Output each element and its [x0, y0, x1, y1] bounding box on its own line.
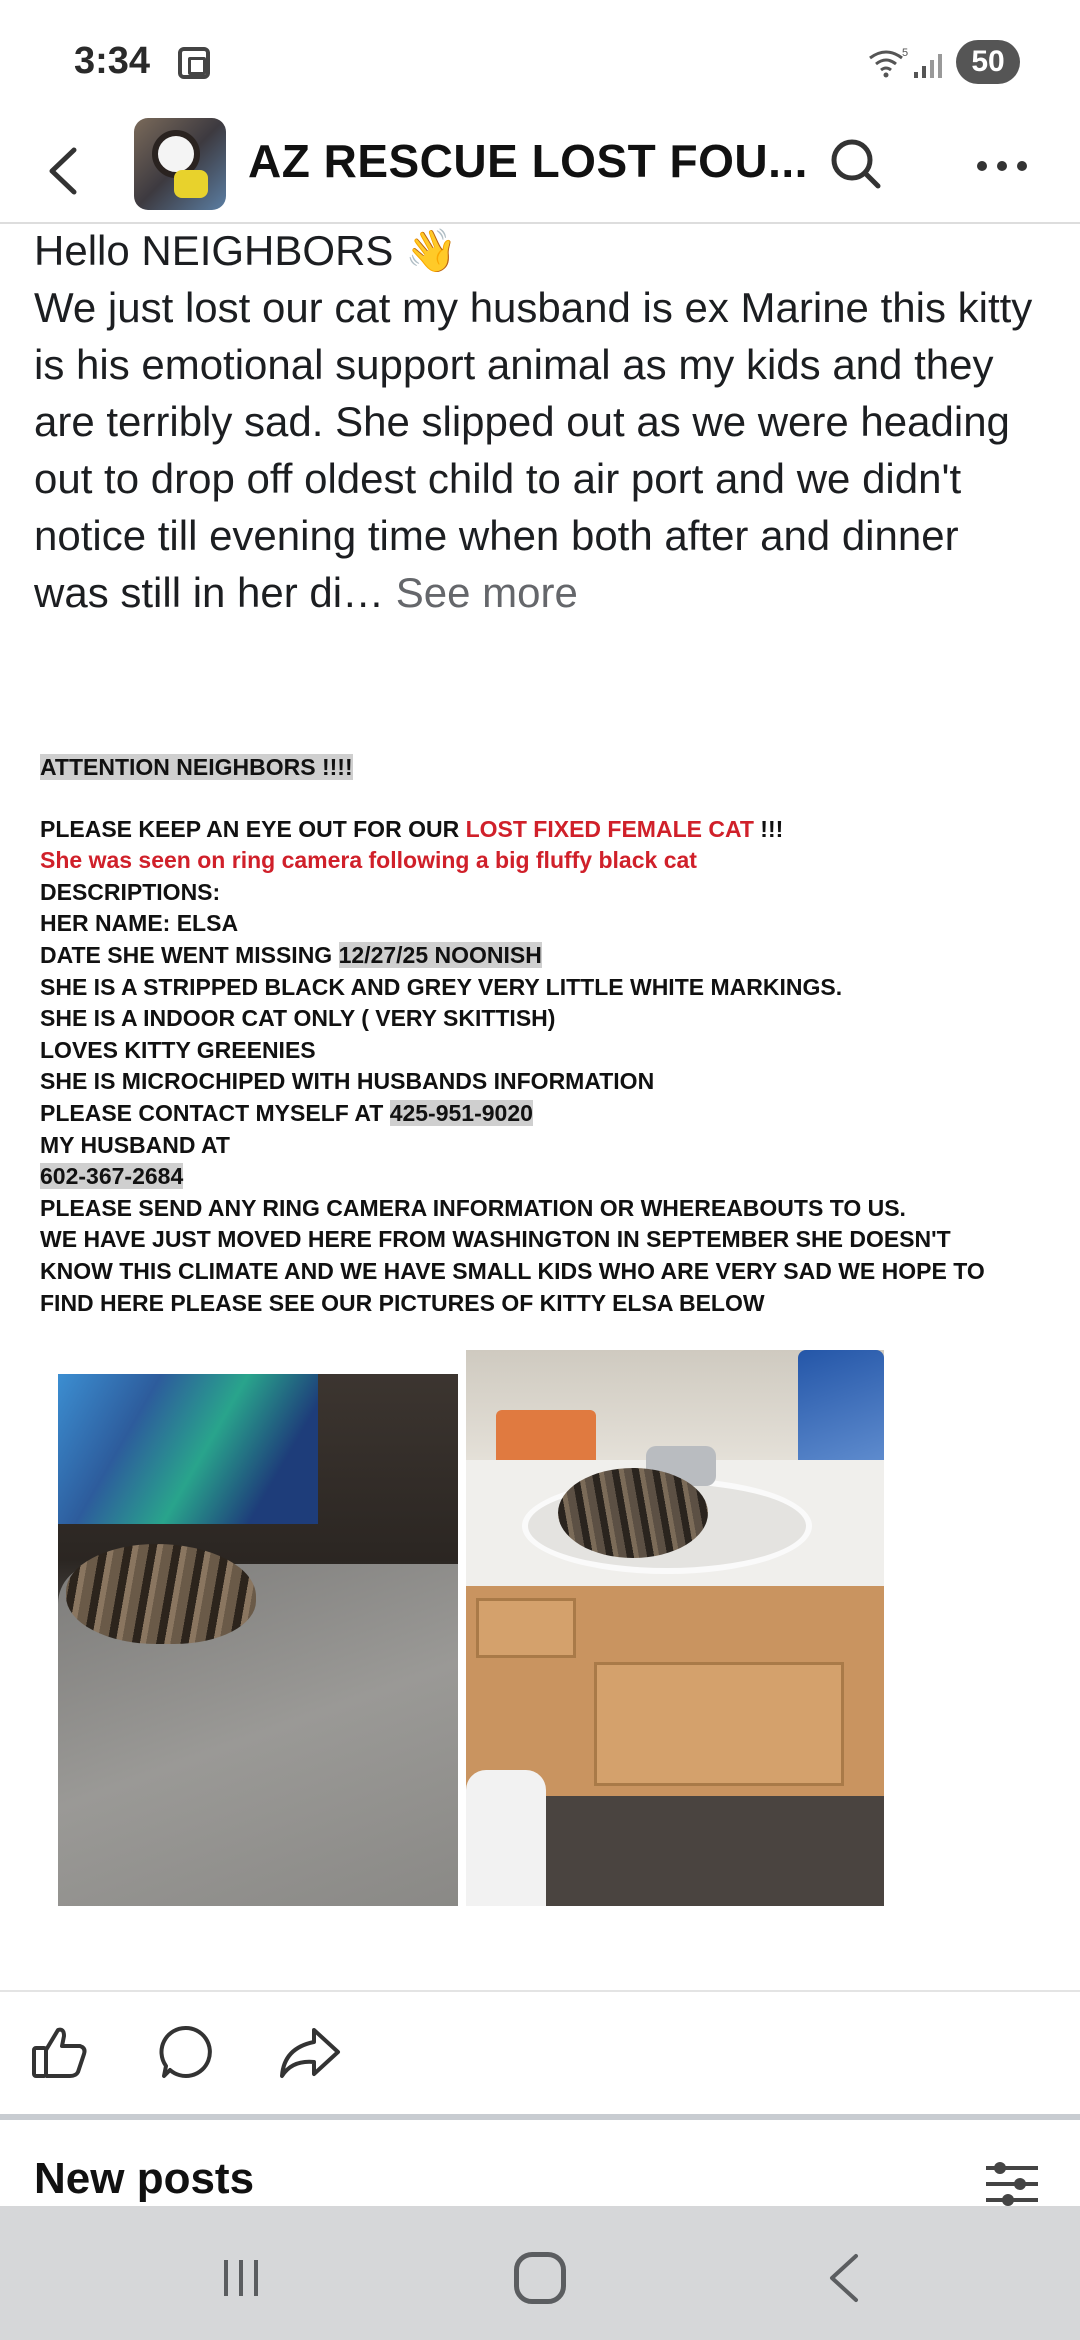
- see-more-link[interactable]: See more: [384, 569, 578, 616]
- flyer-seen-line: She was seen on ring camera following a big fluffy black cat: [40, 847, 697, 874]
- cat-in-sink: [558, 1468, 708, 1558]
- flyer-husband-at: MY HUSBAND AT: [40, 1131, 230, 1158]
- cat-in-sink-photo[interactable]: [466, 1350, 884, 1906]
- flyer-moved-1: WE HAVE JUST MOVED HERE FROM WASHINGTON IN SEPTEMBER SHE DOESN'T: [40, 1226, 951, 1253]
- search-icon[interactable]: [826, 134, 886, 194]
- keep-eye-prefix: PLEASE KEEP AN EYE OUT FOR OUR: [40, 815, 466, 842]
- system-nav-bar: [0, 2206, 1080, 2340]
- flyer-markings: SHE IS A STRIPPED BLACK AND GREY VERY LITTLE WHITE MARKINGS.: [40, 973, 843, 1000]
- flyer-husband-phone-line: [40, 1161, 1050, 1193]
- filter-sliders-icon[interactable]: [984, 2158, 1040, 2208]
- group-header: [0, 118, 1080, 224]
- keep-eye-suffix: !!!: [753, 815, 784, 842]
- screen-record-icon: [178, 47, 210, 79]
- flyer-keep-eye: [40, 814, 1050, 846]
- flyer-loves: LOVES KITTY GREENIES: [40, 1036, 316, 1063]
- flyer-date-line: [40, 940, 1050, 972]
- date-value: 12/27/25 NOONISH: [338, 941, 542, 968]
- flyer-indoor: SHE IS A INDOOR CAT ONLY ( VERY SKITTISH): [40, 1005, 556, 1032]
- flyer-heading: ATTENTION NEIGHBORS !!!!: [40, 754, 353, 780]
- flyer-contact-line: [40, 1098, 1050, 1130]
- more-dots-icon[interactable]: [972, 146, 1032, 186]
- post-greeting: Hello NEIGHBORS 👋: [34, 227, 458, 274]
- contact-prefix: PLEASE CONTACT MYSELF AT: [40, 1099, 390, 1126]
- flyer-moved-3: FIND HERE PLEASE SEE OUR PICTURES OF KITTY ELSA BELOW: [40, 1289, 765, 1316]
- cat-sleeping: [66, 1544, 256, 1644]
- flyer-microchip: SHE IS MICROCHIPED WITH HUSBANDS INFORMATION: [40, 1068, 655, 1095]
- lost-cat-flyer[interactable]: [40, 752, 1050, 1319]
- post-body: [34, 279, 1044, 621]
- post-text: [34, 222, 1044, 621]
- like-icon[interactable]: [30, 2022, 90, 2082]
- home-icon[interactable]: [514, 2252, 566, 2304]
- date-prefix: DATE SHE WENT MISSING: [40, 941, 339, 968]
- status-bar: [0, 0, 1080, 118]
- wifi-icon: [866, 46, 910, 80]
- toy-photo: [174, 170, 208, 198]
- contact-phone: 425-951-9020: [389, 1099, 533, 1126]
- new-posts-heading: New posts: [34, 2154, 255, 2203]
- battery-icon: 50: [956, 40, 1020, 84]
- keep-eye-red: LOST FIXED FEMALE CAT: [465, 815, 754, 842]
- flyer-ring-info: PLEASE SEND ANY RING CAMERA INFORMATION OR WHEREABOUTS TO US.: [40, 1194, 906, 1221]
- flyer-name-line: HER NAME: ELSA: [40, 910, 239, 937]
- group-title[interactable]: AZ RESCUE LOST FOU...: [248, 135, 808, 187]
- signal-icon: [912, 50, 950, 80]
- cat-on-couch-photo[interactable]: [58, 1374, 458, 1906]
- comment-icon[interactable]: [156, 2022, 216, 2082]
- back-arrow-icon[interactable]: [40, 136, 96, 206]
- blanket: [58, 1374, 318, 1524]
- drawer: [476, 1598, 576, 1658]
- group-avatar[interactable]: [134, 118, 226, 210]
- svg-text:5: 5: [902, 47, 909, 59]
- share-icon[interactable]: [278, 2022, 342, 2082]
- post-body-text: We just lost our cat my husband is ex Marine this kitty is his emotional support animal as my kids and they are terribly sad. She slipped out as we were heading out to drop off oldest child to air port and we didn't notice till evening time when both after and dinner was still in her di…: [34, 284, 1033, 616]
- section-divider: [0, 2114, 1080, 2120]
- cabinet-door: [594, 1662, 844, 1786]
- status-time: 3:34: [74, 40, 151, 82]
- back-icon[interactable]: [824, 2252, 864, 2304]
- flyer-descriptions: DESCRIPTIONS:: [40, 878, 221, 905]
- flyer-heading-line: [40, 752, 1050, 784]
- husband-phone: 602-367-2684: [40, 1163, 184, 1190]
- divider: [0, 1990, 1080, 1992]
- recents-icon[interactable]: [216, 2256, 266, 2300]
- flyer-moved-2: KNOW THIS CLIMATE AND WE HAVE SMALL KIDS WHO ARE VERY SAD WE HOPE TO: [40, 1257, 985, 1284]
- trash-bag: [466, 1770, 546, 1906]
